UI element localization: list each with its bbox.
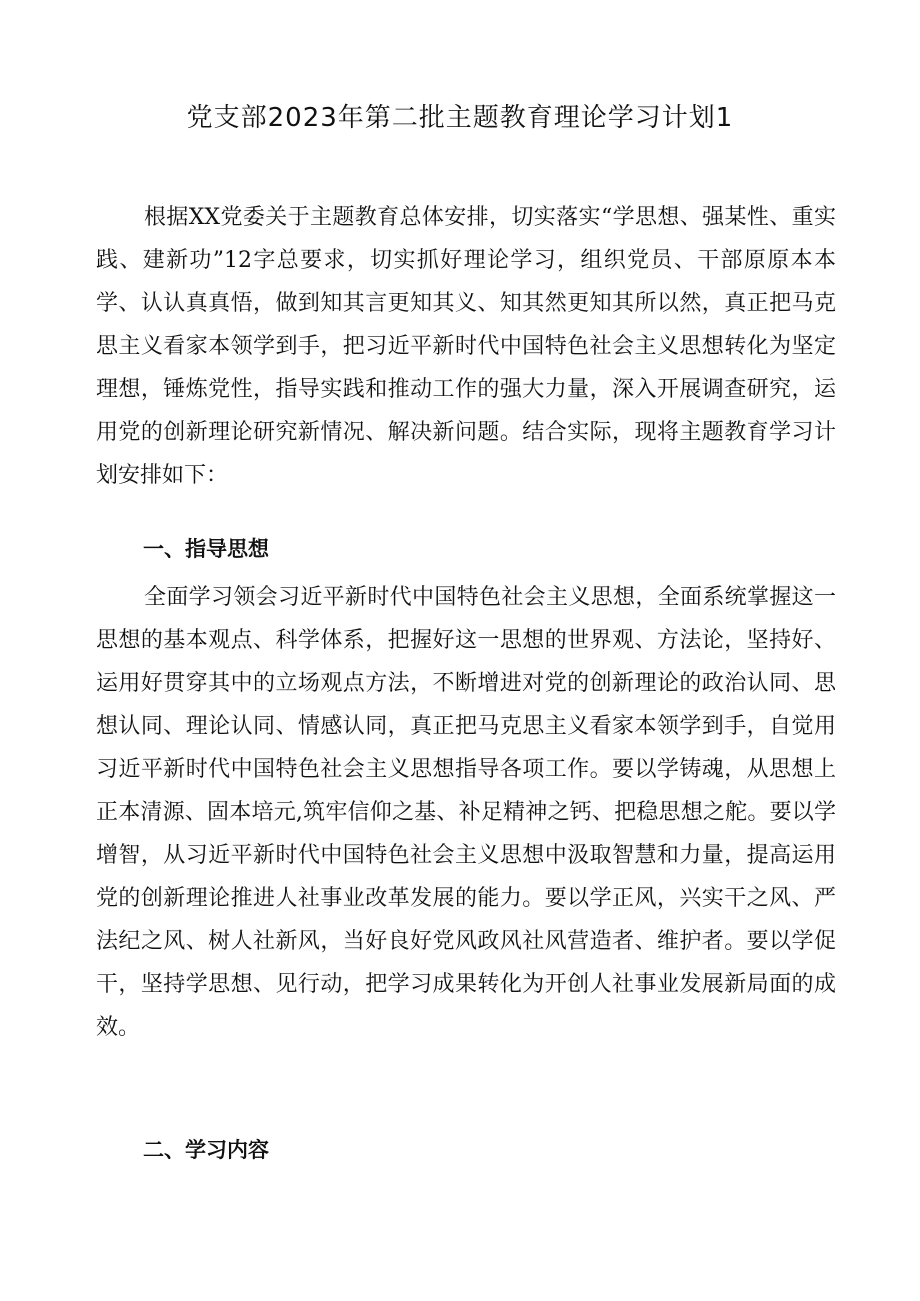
- section-2-heading: 二、学习内容: [143, 1138, 269, 1162]
- section-1-body: 全面学习领会习近平新时代中国特色社会主义思想，全面系统掌握这一思想的基本观点、科学体系，把握好这一思想的世界观、方法论，坚持好、运用好贯穿其中的立场观点方法，不断增进对党的创新理论的政治认同、思想认同、理论认同、情感认同，真正把马克思主义看家本领学到手，自觉用习近平新时代中国特色社会主义思想指导各项工作。要以学铸魂，从思想上正本清源、固本培元,筑牢信仰之基、补足精神之钙、把稳思想之舵。要以学增智，从习近平新时代中国特色社会主义思想中汲取智慧和力量，提高运用党的创新理论推进人社事业改革发展的能力。要以学正风，兴实干之风、严法纪之风、树人社新风，当好良好党风政风社风营造者、维护者。要以学促干，坚持学思想、见行动，把学习成果转化为开创人社事业发展新局面的成效。: [96, 585, 836, 1040]
- document-title: 党支部2023年第二批主题教育理论学习计划1: [186, 103, 734, 133]
- intro-paragraph: 根据XX党委关于主题教育总体安排，切实落实“学思想、强某性、重实践、建新功”12字总要求，切实抓好理论学习，组织党员、干部原原本本学、认认真真悟，做到知其言更知其义、知其然更知其所以然，真正把马克思主义看家本领学到手，把习近平新时代中国特色社会主义思想转化为坚定理想，锤炼党性，指导实践和推动工作的强大力量，深入开展调查研究，运用党的创新理论研究新情况、解决新问题。结合实际，现将主题教育学习计划安排如下：: [96, 205, 836, 488]
- section-1-heading: 一、指导思想: [143, 537, 269, 561]
